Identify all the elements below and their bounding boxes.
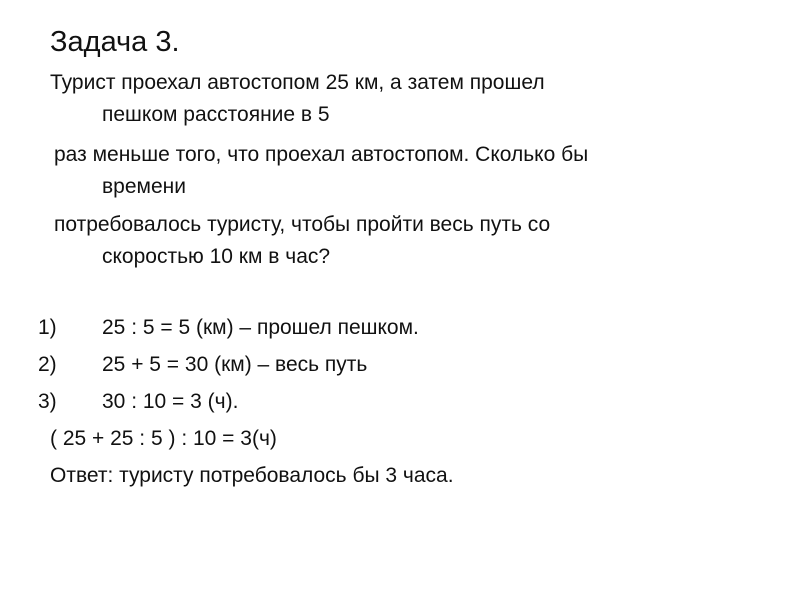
problem-line: Турист проехал автостопом 25 км, а затем прошел — [50, 71, 545, 94]
answer-line: Ответ: туристу потребовалось бы 3 часа. — [50, 464, 454, 487]
step-number: 2) — [38, 353, 57, 376]
slide-title: Задача 3. — [50, 26, 180, 58]
solution-step — [0, 313, 800, 343]
step-expression: 25 : 5 = 5 (км) – прошел пешком. — [102, 316, 419, 339]
problem-line: скоростью 10 км в час? — [102, 245, 331, 268]
step-expression: 25 + 5 = 30 (км) – весь путь — [102, 353, 368, 376]
step-number: 1) — [38, 316, 57, 339]
step-expression: 30 : 10 = 3 (ч). — [102, 390, 239, 413]
solution-step — [0, 387, 800, 417]
problem-line: времени — [102, 175, 186, 198]
combined-formula: ( 25 + 25 : 5 ) : 10 = 3(ч) — [50, 427, 277, 450]
solution-step — [0, 350, 800, 380]
problem-line: потребовалось туристу, чтобы пройти весь путь со — [54, 213, 551, 236]
problem-line: пешком расстояние в 5 — [102, 103, 330, 126]
problem-line: раз меньше того, что проехал автостопом. Сколько бы — [54, 143, 589, 166]
step-number: 3) — [38, 390, 57, 413]
